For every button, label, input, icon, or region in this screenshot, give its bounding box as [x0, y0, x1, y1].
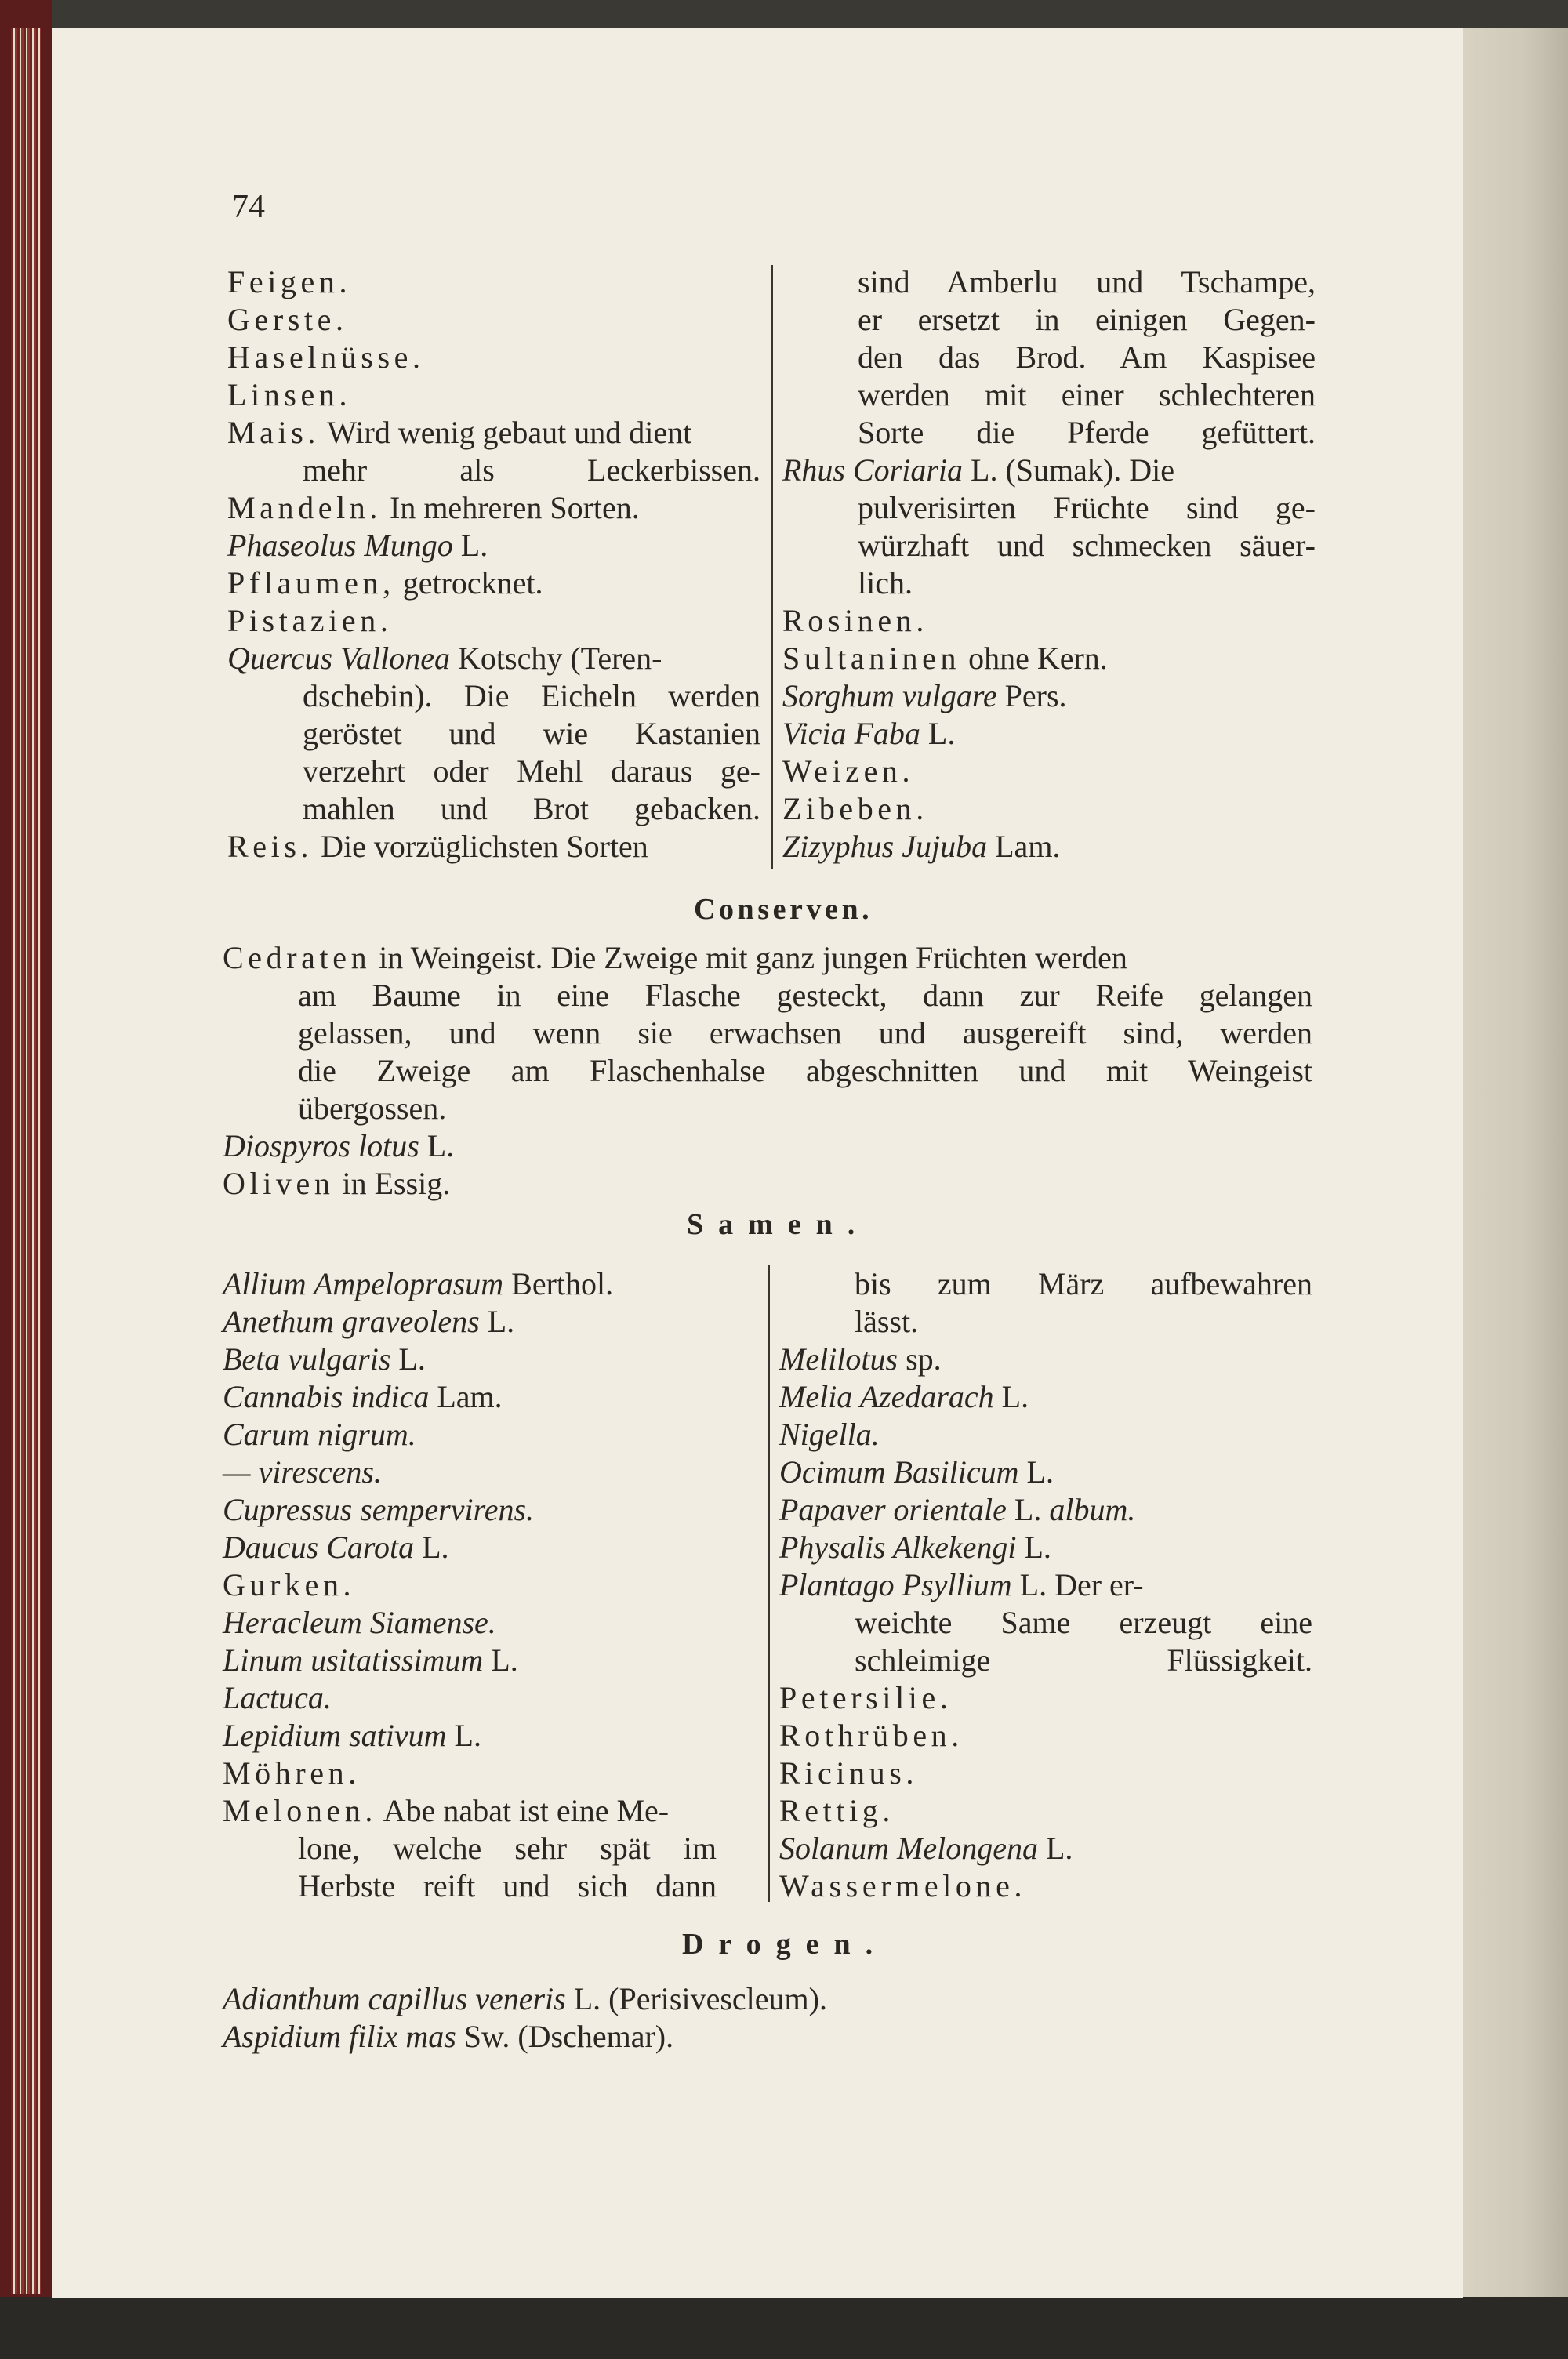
text-line: [223, 1378, 503, 1416]
text-line: [303, 753, 760, 790]
text-line: [779, 1867, 1026, 1905]
entry-text: mahlen und Brot gebacken.: [303, 791, 760, 826]
entry-text: Die vorzüglichsten Sorten: [313, 829, 648, 864]
text-line: [223, 1642, 518, 1679]
entry-lead: Linsen.: [227, 377, 352, 412]
entry-text: L.: [479, 1304, 515, 1339]
entry-lead: Mais.: [227, 415, 320, 450]
text-line: [858, 339, 1316, 376]
entry-text: Herbste reift und sich dann: [298, 1868, 717, 1904]
text-line: [298, 1014, 1312, 1052]
entry-text: Abe nabat ist eine Me-: [377, 1793, 670, 1828]
entry-text: In mehreren Sorten.: [382, 490, 640, 525]
text-line: [779, 1717, 964, 1755]
entry-text: pulverisirten Früchte sind ge-: [858, 490, 1316, 525]
entry-lead: Petersilie.: [779, 1680, 953, 1715]
entry-text: Sw. (Dschemar).: [456, 2019, 674, 2054]
text-line: [782, 452, 1174, 489]
text-line: [779, 1792, 895, 1830]
entry-text: gelassen, und wenn sie erwachsen und ausgereift sind, werden: [298, 1015, 1312, 1051]
entry-text: Wird wenig gebaut und dient: [320, 415, 692, 450]
section-heading-drogen: Drogen.: [682, 1928, 888, 1961]
entry-text: in Weingeist. Die Zweige mit ganz jungen Früchten werden: [371, 940, 1127, 975]
entry-text: verzehrt oder Mehl daraus ge-: [303, 753, 760, 789]
entry-taxon: Heracleum Siamense.: [223, 1605, 496, 1640]
page-edges-right: [1458, 28, 1568, 2298]
text-line: [227, 301, 348, 339]
text-line: [858, 263, 1316, 301]
entry-lead: Gerste.: [227, 302, 348, 337]
text-line: [223, 1792, 669, 1830]
text-line: [782, 753, 914, 790]
entry-lead: Rettig.: [779, 1793, 895, 1828]
entry-taxon: Adianthum capillus veneris: [223, 1981, 566, 2016]
text-line: [227, 527, 488, 564]
text-line: [223, 1717, 481, 1755]
entry-text: lone, welche sehr spät im: [298, 1831, 717, 1866]
entry-text: bis zum März aufbewahren: [855, 1266, 1312, 1301]
entry-taxon: Solanum Melongena: [779, 1831, 1038, 1866]
entry-taxon: Papaver orientale: [779, 1492, 1007, 1527]
entry-text: Lam.: [987, 829, 1061, 864]
entry-taxon: Melilotus: [779, 1341, 898, 1377]
column-divider-samen: [768, 1265, 770, 1902]
entry-text: L.: [1018, 1454, 1054, 1490]
text-line: [227, 489, 640, 527]
text-line: [227, 263, 351, 301]
entry-lead: Mandeln.: [227, 490, 382, 525]
entry-text: L.: [993, 1379, 1029, 1414]
entry-taxon: Lepidium sativum: [223, 1718, 447, 1753]
entry-text: lich.: [858, 565, 913, 601]
text-line: [227, 640, 662, 677]
text-line: [227, 828, 648, 866]
text-line: [303, 790, 760, 828]
entry-lead: Pistazien.: [227, 603, 393, 638]
text-line: [223, 1679, 332, 1717]
text-line: [223, 1303, 514, 1341]
text-line: [303, 715, 760, 753]
entry-taxon: Ocimum Basilicum: [779, 1454, 1019, 1490]
entry-text: weichte Same erzeugt eine: [855, 1605, 1312, 1640]
entry-text: L.: [446, 1718, 481, 1753]
entry-lead: Ricinus.: [779, 1755, 919, 1791]
text-line: [779, 1529, 1051, 1566]
entry-text: L. Der er-: [1011, 1567, 1144, 1602]
entry-text: lässt.: [855, 1304, 919, 1339]
entry-taxon: Anethum graveolens: [223, 1304, 480, 1339]
entry-taxon: Allium Ampeloprasum: [223, 1266, 504, 1301]
text-line: [227, 376, 351, 414]
text-line: [855, 1642, 1312, 1679]
entry-text: sp.: [898, 1341, 942, 1377]
text-line: [227, 602, 392, 640]
text-line: [223, 1165, 450, 1203]
entry-text: L.: [414, 1530, 449, 1565]
entry-text: L.: [1037, 1831, 1073, 1866]
scan-top-border: [0, 0, 1568, 31]
text-line: [782, 602, 928, 640]
entry-text: am Baume in eine Flasche gesteckt, dann zur Reife gelangen: [298, 978, 1312, 1013]
entry-taxon: Diospyros lotus: [223, 1128, 419, 1163]
entry-lead: Cedraten: [223, 940, 372, 975]
entry-lead: Gurken.: [223, 1567, 356, 1602]
entry-text: Sorte die Pferde gefüttert.: [858, 415, 1316, 450]
column-divider-top: [771, 265, 773, 869]
text-line: [223, 1416, 416, 1454]
text-line: [858, 527, 1316, 564]
entry-lead: Sultaninen: [782, 641, 961, 676]
entry-text: dschebin). Die Eicheln werden: [303, 678, 760, 713]
entry-taxon: Zizyphus Jujuba: [782, 829, 988, 864]
entry-text: in Essig.: [334, 1166, 451, 1201]
text-line: [782, 677, 1067, 715]
entry-text: die Zweige am Flaschenhalse abgeschnitten und mit Weingeist: [298, 1053, 1312, 1088]
entry-taxon: — virescens.: [223, 1454, 382, 1490]
entry-text: L.: [483, 1642, 518, 1678]
text-line: [223, 1341, 426, 1378]
entry-text: L.: [1006, 1492, 1050, 1527]
text-line: [782, 828, 1060, 866]
entry-text: ohne Kern.: [960, 641, 1108, 676]
entry-text: werden mit einer schlechteren: [858, 377, 1316, 412]
entry-taxon: Physalis Alkekengi: [779, 1530, 1017, 1565]
text-line: [782, 640, 1108, 677]
text-line: [223, 1265, 613, 1303]
text-line: [223, 1980, 827, 2018]
text-line: [223, 1127, 454, 1165]
page-number: 74: [232, 189, 265, 225]
text-line: [298, 1830, 717, 1867]
text-line: [223, 1491, 534, 1529]
entry-taxon: Quercus Vallonea: [227, 641, 451, 676]
entry-text: Kotschy (Teren-: [450, 641, 662, 676]
entry-text: den das Brod. Am Kaspisee: [858, 339, 1316, 375]
entry-text: L.: [1016, 1530, 1051, 1565]
entry-lead: Oliven: [223, 1166, 335, 1201]
entry-text: schleimige Flüssigkeit.: [855, 1642, 1312, 1678]
entry-taxon: Sorghum vulgare: [782, 678, 997, 713]
entry-taxon-suffix: album.: [1049, 1492, 1136, 1527]
text-line: [782, 715, 955, 753]
entry-lead: Wassermelone.: [779, 1868, 1027, 1904]
text-line: [858, 489, 1316, 527]
page-edges-left: [11, 28, 41, 2294]
text-line: [223, 1755, 361, 1792]
text-line: [223, 2018, 673, 2056]
text-line: [223, 939, 1127, 977]
text-line: [779, 1416, 880, 1454]
text-line: [858, 414, 1316, 452]
entry-lead: Rothrüben.: [779, 1718, 964, 1753]
text-line: [227, 339, 425, 376]
entry-taxon: Nigella.: [779, 1417, 880, 1452]
text-line: [779, 1830, 1073, 1867]
entry-text: Lam.: [429, 1379, 503, 1414]
text-line: [223, 1566, 355, 1604]
text-line: [779, 1491, 1135, 1529]
text-line: [303, 677, 760, 715]
entry-text: würzhaft und schmecken säuer-: [858, 528, 1316, 563]
entry-taxon: Linum usitatissimum: [223, 1642, 484, 1678]
entry-text: er ersetzt in einigen Gegen-: [858, 302, 1316, 337]
section-heading-samen: Samen.: [687, 1208, 870, 1241]
entry-taxon: Daucus Carota: [223, 1530, 415, 1565]
entry-text: geröstet und wie Kastanien: [303, 716, 760, 751]
entry-text: L. (Perisivescleum).: [565, 1981, 827, 2016]
text-line: [779, 1755, 918, 1792]
entry-taxon: Cannabis indica: [223, 1379, 430, 1414]
entry-taxon: Phaseolus Mungo: [227, 528, 453, 563]
entry-lead: Haselnüsse.: [227, 339, 425, 375]
entry-lead: Melonen.: [223, 1793, 377, 1828]
text-line: [223, 1529, 449, 1566]
text-line: [779, 1566, 1144, 1604]
text-line: [303, 452, 760, 489]
entry-text: Berthol.: [503, 1266, 614, 1301]
text-line: [855, 1303, 1312, 1341]
entry-taxon: Rhus Coriaria: [782, 452, 964, 488]
text-line: [298, 1090, 1312, 1127]
text-line: [227, 564, 543, 602]
text-line: [779, 1378, 1029, 1416]
entry-text: getrocknet.: [394, 565, 543, 601]
entry-lead: Reis.: [227, 829, 314, 864]
text-line: [227, 414, 691, 452]
entry-text: sind Amberlu und Tschampe,: [858, 264, 1316, 299]
text-line: [858, 376, 1316, 414]
entry-text: mehr als Leckerbissen.: [303, 452, 760, 488]
text-line: [223, 1604, 496, 1642]
entry-text: Pers.: [996, 678, 1067, 713]
entry-taxon: Lactuca.: [223, 1680, 332, 1715]
entry-text: L.: [920, 716, 956, 751]
entry-text: übergossen.: [298, 1091, 447, 1126]
text-line: [223, 1454, 382, 1491]
text-line: [855, 1604, 1312, 1642]
entry-lead: Feigen.: [227, 264, 352, 299]
entry-taxon: Beta vulgaris: [223, 1341, 391, 1377]
text-line: [779, 1454, 1054, 1491]
text-line: [858, 301, 1316, 339]
text-line: [298, 977, 1312, 1014]
entry-taxon: Vicia Faba: [782, 716, 920, 751]
entry-lead: Weizen.: [782, 753, 915, 789]
entry-text: L.: [419, 1128, 455, 1163]
entry-lead: Möhren.: [223, 1755, 361, 1791]
section-heading-conserven: Conserven.: [694, 893, 873, 926]
entry-lead: Pflaumen,: [227, 565, 395, 601]
entry-taxon: Carum nigrum.: [223, 1417, 416, 1452]
entry-taxon: Melia Azedarach: [779, 1379, 994, 1414]
text-line: [298, 1052, 1312, 1090]
entry-lead: Zibeben.: [782, 791, 928, 826]
entry-taxon: Cupressus sempervirens.: [223, 1492, 535, 1527]
text-line: [782, 790, 928, 828]
text-line: [858, 564, 1316, 602]
entry-text: L. (Sumak). Die: [963, 452, 1174, 488]
entry-lead: Rosinen.: [782, 603, 928, 638]
entry-taxon: Plantago Psyllium: [779, 1567, 1012, 1602]
text-line: [298, 1867, 717, 1905]
text-line: [779, 1679, 952, 1717]
text-line: [855, 1265, 1312, 1303]
entry-taxon: Aspidium filix mas: [223, 2019, 456, 2054]
scan-bottom-border: [0, 2297, 1568, 2359]
entry-text: L.: [390, 1341, 426, 1377]
text-line: [779, 1341, 942, 1378]
entry-text: L.: [452, 528, 488, 563]
